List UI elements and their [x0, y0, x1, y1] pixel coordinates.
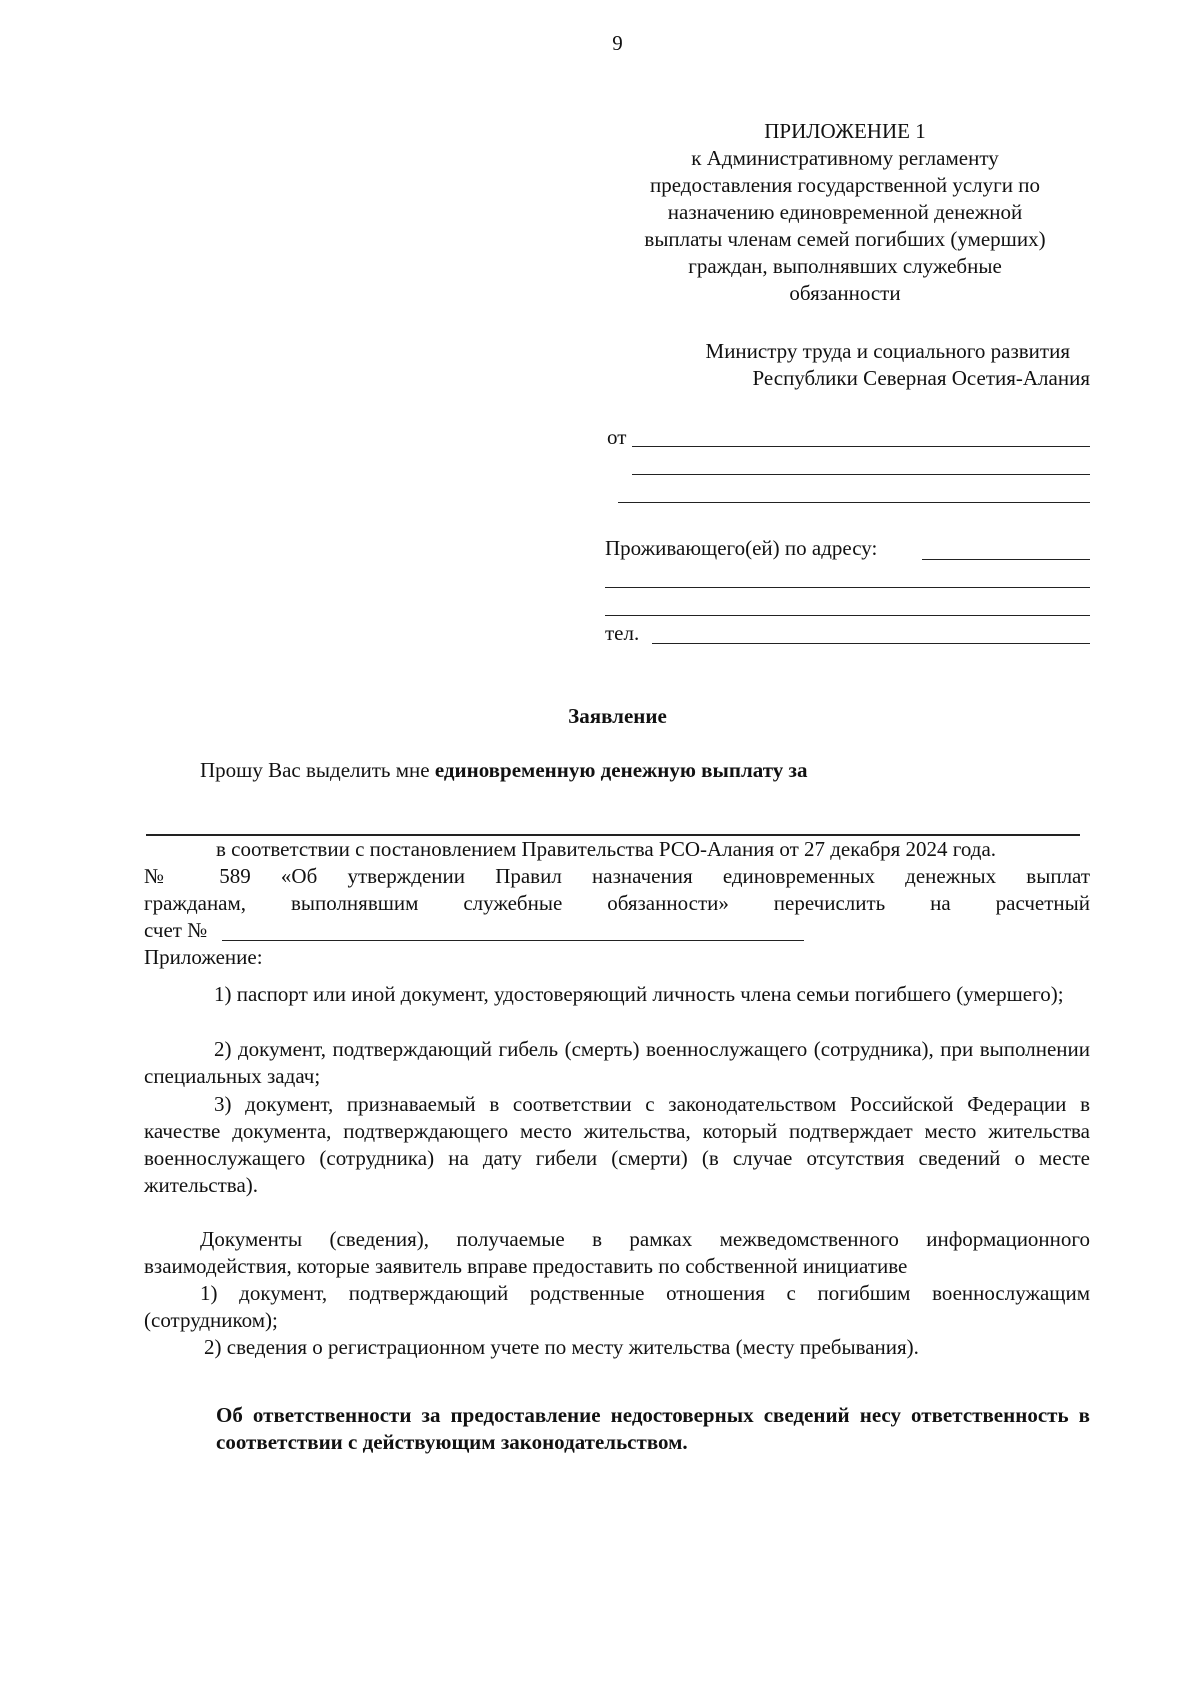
request-bold-text: единовременную денежную выплату за	[434, 758, 808, 782]
address-label: Проживающего(ей) по адресу:	[605, 536, 878, 560]
interagency-intro: Документы (сведения), получаемые в рамках межведомственного информационного взаимодействия, которые заявитель вправе предоставить по собственной инициативе	[144, 1227, 1090, 1278]
attachment-item-3: 3) документ, признаваемый в соответствии с законодательством Российской Федерации в качестве документа, подтверждающего место жительства, который подтверждает место жительства военнослужащего (сотрудника) на дату гибели (смерти) (в случае отсутствия сведений о месте жительства).	[144, 1092, 1090, 1197]
request-line	[200, 757, 1100, 784]
attachments-heading: Приложение:	[144, 945, 263, 969]
appendix-line: выплаты членам семей погибших (умерших)	[644, 227, 1046, 251]
phone-field-line[interactable]	[652, 643, 1090, 644]
address-field-line-2[interactable]	[605, 587, 1090, 588]
page-number: 9	[612, 31, 623, 55]
account-field-line[interactable]	[222, 940, 804, 941]
appendix-line: к Административному регламенту	[691, 146, 999, 170]
document-title: Заявление	[568, 704, 667, 728]
from-field-line-1[interactable]	[632, 446, 1090, 447]
phone-label: тел.	[605, 621, 640, 645]
appendix-line: обязанности	[789, 281, 901, 305]
from-field-line-2[interactable]	[632, 474, 1090, 475]
address-field-line-1[interactable]	[922, 559, 1090, 560]
address-field-line-3[interactable]	[605, 615, 1090, 616]
attachment-item-1: 1) паспорт или иной документ, удостоверяющий личность члена семьи погибшего (умершего);	[214, 982, 1064, 1006]
appendix-line: ПРИЛОЖЕНИЕ 1	[764, 119, 926, 143]
account-label: счет №	[144, 918, 208, 942]
decree-line-3: гражданам, выполнявшим служебные обязанности» перечислить на расчетный	[144, 891, 1090, 915]
addressee-block	[600, 338, 1090, 392]
from-label: от	[607, 425, 627, 449]
interagency-item-2: 2) сведения о регистрационном учете по месту жительства (месту пребывания).	[204, 1335, 919, 1359]
interagency-item-1: 1) документ, подтверждающий родственные отношения с погибшим военнослужащим (сотрудником);	[144, 1281, 1090, 1332]
decree-line-1: в соответствии с постановлением Правительства РСО-Алания от 27 декабря 2024 года.	[216, 837, 997, 861]
appendix-line: граждан, выполнявших служебные	[688, 254, 1002, 278]
decree-line-2: № 589 «Об утверждении Правил назначения единовременных денежных выплат	[144, 864, 1090, 888]
appendix-line: назначению единовременной денежной	[667, 200, 1023, 224]
appendix-header	[600, 118, 1090, 307]
appendix-line: предоставления государственной услуги по	[650, 173, 1040, 197]
addressee-line-2: Республики Северная Осетия-Алания	[752, 366, 1090, 390]
addressee-line-1: Министру труда и социального развития	[705, 339, 1070, 363]
liability-statement: Об ответственности за предоставление недостоверных сведений несу ответственность в соответствии с действующим законодательством.	[216, 1403, 1090, 1454]
request-text: Прошу Вас выделить мне	[200, 758, 435, 782]
from-field-line-3[interactable]	[618, 502, 1090, 503]
attachment-item-2: 2) документ, подтверждающий гибель (смерть) военнослужащего (сотрудника), при выполнении специальных задач;	[144, 1037, 1090, 1088]
